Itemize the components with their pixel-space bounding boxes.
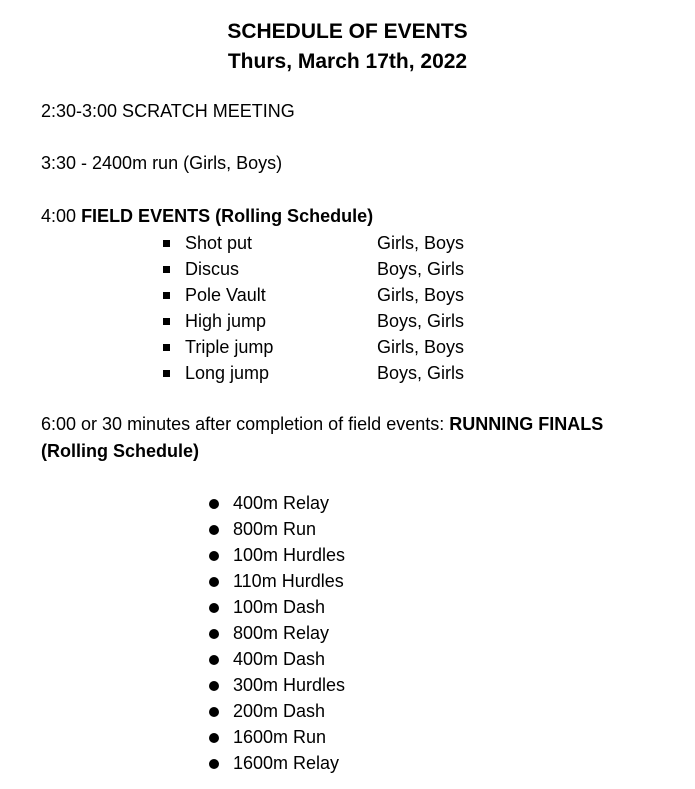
round-bullet-icon (209, 655, 219, 665)
field-event-row (163, 363, 503, 387)
square-bullet-icon (163, 240, 170, 247)
round-bullet-icon (209, 733, 219, 743)
running-event-name: 110m Hurdles (233, 571, 344, 591)
event-date: Thurs, March 17th, 2022 (227, 50, 468, 73)
scratch-meeting-line: 2:30-3:00 SCRATCH MEETING (41, 101, 295, 121)
field-event-order: Girls, Boys (377, 337, 465, 357)
field-events-title: FIELD EVENTS (Rolling Schedule) (81, 206, 374, 226)
running-event-item (209, 701, 409, 725)
field-event-row (163, 285, 503, 309)
field-events-heading (41, 206, 373, 227)
running-event-item (209, 623, 409, 647)
round-bullet-icon (209, 551, 219, 561)
round-bullet-icon (209, 707, 219, 717)
running-event-item (209, 493, 409, 517)
square-bullet-icon (163, 318, 170, 325)
running-event-name: 300m Hurdles (233, 675, 346, 695)
square-bullet-icon (163, 370, 170, 377)
running-event-name: 1600m Run (233, 727, 327, 747)
field-event-name: Triple jump (185, 337, 274, 357)
running-event-item (209, 675, 409, 699)
square-bullet-icon (163, 344, 170, 351)
field-event-row (163, 233, 503, 257)
square-bullet-icon (163, 292, 170, 299)
running-event-item (209, 519, 409, 543)
field-event-row (163, 337, 503, 361)
field-event-name: High jump (185, 311, 267, 331)
running-event-name: 100m Hurdles (233, 545, 346, 565)
field-event-name: Shot put (185, 233, 253, 253)
running-event-item (209, 753, 409, 777)
round-bullet-icon (209, 629, 219, 639)
round-bullet-icon (209, 525, 219, 535)
field-event-row (163, 259, 503, 283)
running-finals-intro (41, 414, 603, 435)
field-events-time: 4:00 (41, 206, 77, 226)
field-event-name: Pole Vault (185, 285, 266, 305)
field-event-order: Girls, Boys (377, 285, 465, 305)
running-event-name: 800m Run (233, 519, 317, 539)
square-bullet-icon (163, 266, 170, 273)
round-bullet-icon (209, 577, 219, 587)
field-event-row (163, 311, 503, 335)
running-event-name: 800m Relay (233, 623, 330, 643)
round-bullet-icon (209, 499, 219, 509)
running-event-name: 400m Relay (233, 493, 330, 513)
field-event-order: Girls, Boys (377, 233, 465, 253)
running-finals-intro-text: 6:00 or 30 minutes after completion of field events: (41, 414, 445, 434)
field-event-name: Long jump (185, 363, 270, 383)
running-event-item (209, 649, 409, 673)
round-bullet-icon (209, 759, 219, 769)
running-event-item (209, 597, 409, 621)
running-event-name: 200m Dash (233, 701, 326, 721)
round-bullet-icon (209, 603, 219, 613)
running-event-item (209, 571, 409, 595)
running-event-name: 400m Dash (233, 649, 326, 669)
running-event-item (209, 727, 409, 751)
page-title: SCHEDULE OF EVENTS (227, 20, 468, 43)
running-event-item (209, 545, 409, 569)
running-finals-subtitle-text: (Rolling Schedule) (41, 441, 200, 461)
running-finals-title: RUNNING FINALS (449, 414, 604, 434)
field-event-name: Discus (185, 259, 240, 279)
field-event-order: Boys, Girls (377, 363, 465, 383)
run-2400-line: 3:30 - 2400m run (Girls, Boys) (41, 153, 283, 173)
field-event-order: Boys, Girls (377, 311, 465, 331)
running-event-name: 1600m Relay (233, 753, 340, 773)
field-event-order: Boys, Girls (377, 259, 465, 279)
running-event-name: 100m Dash (233, 597, 326, 617)
running-finals-subtitle (41, 441, 199, 462)
round-bullet-icon (209, 681, 219, 691)
